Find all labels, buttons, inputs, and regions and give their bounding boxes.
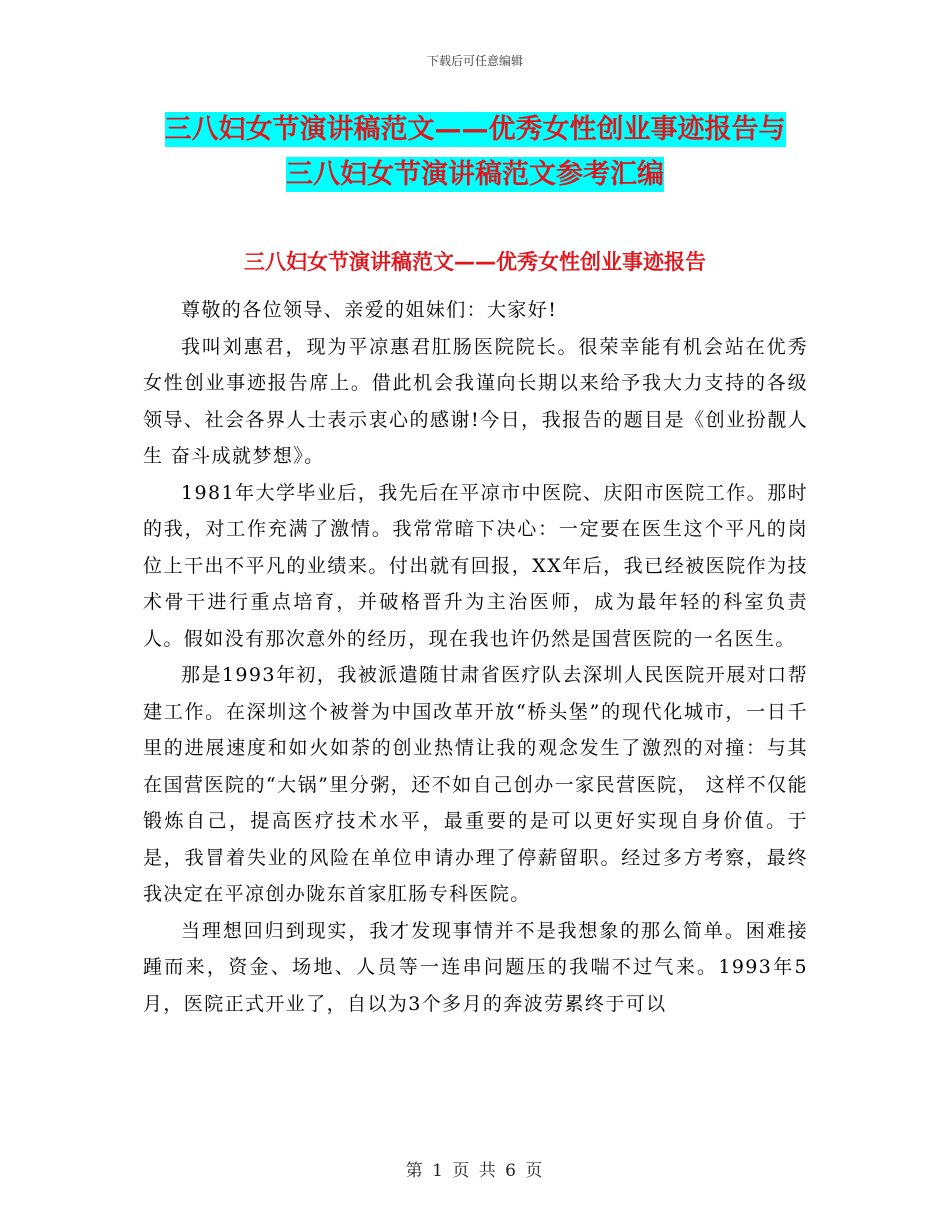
paragraph-challenges: 当理想回归到现实，我才发现事情并不是我想象的那么简单。困难接踵而来，资金、场地、人员等一连串问题压的我喘不过气来。1993年5月，医院正式开业了，自以为3个多月的奔波劳累终于可以 — [143, 919, 808, 1015]
document-title-line-1 — [0, 110, 950, 150]
paragraph-greeting: 尊敬的各位领导、亲爱的姐妹们：大家好! — [181, 299, 558, 321]
document-title-line-1-text: 三八妇女节演讲稿范文——优秀女性创业事迹报告与 — [164, 114, 786, 145]
document-title-line-2 — [0, 155, 950, 195]
section-title: 三八妇女节演讲稿范文——优秀女性创业事迹报告 — [244, 250, 706, 274]
paragraph-early-career: 1981年大学毕业后，我先后在平凉市中医院、庆阳市医院工作。那时的我，对工作充满了激情。我常常暗下决心：一定要在医生这个平凡的岗位上干出不平凡的业绩来。付出就有回报，XX年后，我已经被医院作为技术骨干进行重点培育，并破格晋升为主治医师，成为最年轻的科室负责人。假如没有那次意外的经历，现在我也许仍然是国营医院的一名医生。 — [143, 481, 808, 650]
header-note: 下载后可任意编辑 — [426, 54, 523, 68]
page-number: 第 1 页 共 6 页 — [405, 1161, 545, 1181]
paragraph-introduction: 我叫刘惠君，现为平凉惠君肛肠医院院长。很荣幸能有机会站在优秀女性创业事迹报告席上。借此机会我谨向长期以来给予我大力支持的各级领导、社会各界人士表示衷心的感谢!今日，我报告的题目是《创业扮靓人生 奋斗成就梦想》。 — [143, 335, 808, 467]
paragraph-shenzhen: 那是1993年初，我被派遣随甘肃省医疗队去深圳人民医院开展对口帮建工作。在深圳这个被誉为中国改革开放“桥头堡”的现代化城市，一日千里的进展速度和如火如荼的创业热情让我的观念发生了激烈的对撞：与其在国营医院的“大锅”里分粥，还不如自己创办一家民营医院， 这样不仅能锻炼自己，提高医疗技术水平，最重要的是可以更好实现自身价值。于是，我冒着失业的风险在单位申请办理了停薪留职。经过多方考察，最终我决定在平凉创办陇东首家肛肠专科医院。 — [143, 664, 808, 905]
document-title-line-2-text: 三八妇女节演讲稿范文参考汇编 — [286, 159, 664, 190]
body-text — [143, 292, 808, 1022]
